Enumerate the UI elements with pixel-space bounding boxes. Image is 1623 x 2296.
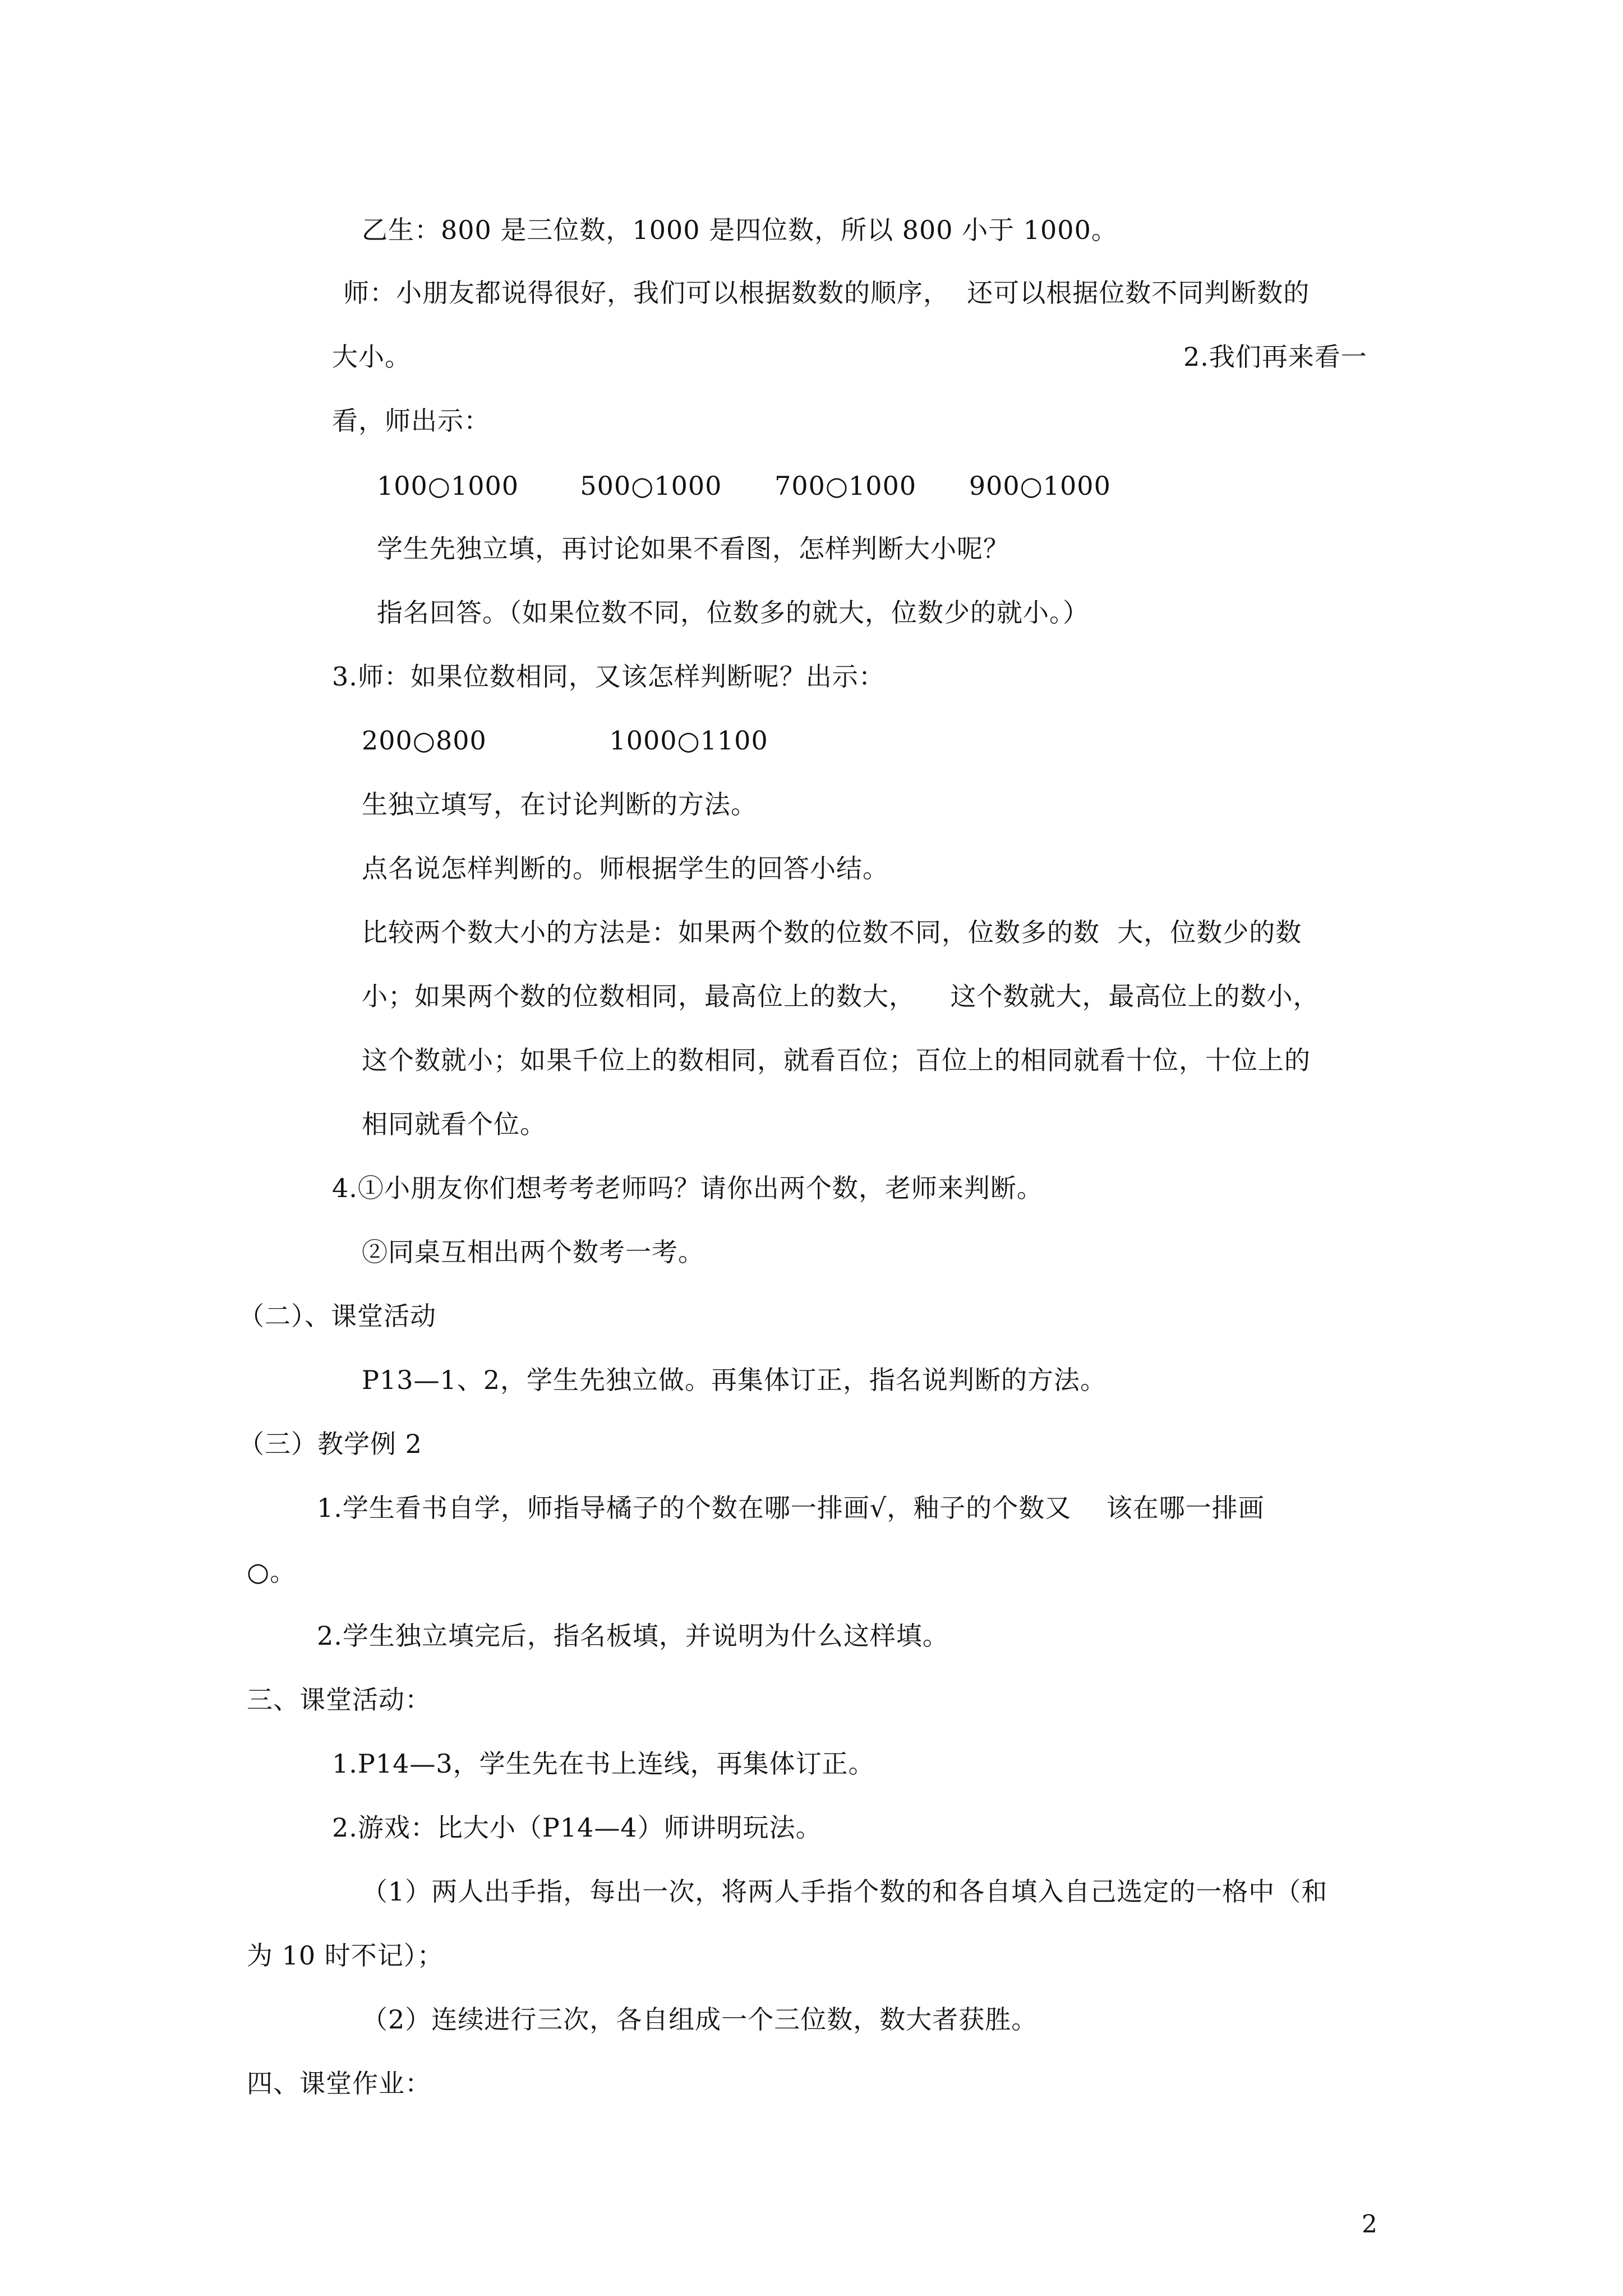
game-rule-1: （1）两人出手指，每出一次，将两人手指个数的和各自填入自己选定的一格中（和 (362, 1876, 1328, 1907)
text-line-9: 3.师：如果位数相同，又该怎样判断呢？出示： (332, 661, 885, 692)
text-line-1: 乙生：800 是三位数，1000 是四位数，所以 800 小于 1000。 (362, 215, 1118, 245)
comparison-examples-1: 100○1000 500○1000 700○1000 900○1000 (377, 471, 1111, 501)
summary-line-1: 比较两个数大小的方法是：如果两个数的位数不同，位数多的数 大，位数少的数 (362, 917, 1302, 947)
page-number: 2 (1362, 2210, 1377, 2239)
section-heading-si: 四、课堂作业： (247, 2068, 431, 2099)
text-line-22: 1.学生看书自学，师指导橘子的个数在哪一排画√，釉子的个数又 该在哪一排画 (317, 1493, 1265, 1523)
text-line-11: 生独立填写，在讨论判断的方法。 (362, 789, 757, 820)
text-line-5: 看，师出示： (332, 406, 490, 436)
text-line-4: 2.我们再来看一 (1183, 342, 1367, 372)
summary-line-2: 小；如果两个数的位数相同，最高位上的数大， 这个数就大，最高位上的数小， (362, 981, 1320, 1011)
text-line-18: ②同桌互相出两个数考一考。 (362, 1237, 704, 1267)
text-line-27: 2.游戏：比大小（P14—4）师讲明玩法。 (332, 1812, 822, 1843)
summary-line-3: 这个数就小；如果千位上的数相同，就看百位；百位上的相同就看十位，十位上的 (362, 1045, 1311, 1075)
game-rule-2: （2）连续进行三次，各自组成一个三位数，数大者获胜。 (362, 2004, 1038, 2035)
text-line-2: 师：小朋友都说得很好，我们可以根据数数的顺序， 还可以根据位数不同判断数的 (343, 278, 1310, 308)
comparison-examples-2: 200○800 1000○1100 (362, 725, 768, 756)
text-line-24: 2.学生独立填完后，指名板填，并说明为什么这样填。 (317, 1621, 949, 1651)
text-line-20: P13—1、2，学生先独立做。再集体订正，指名说判断的方法。 (362, 1365, 1107, 1395)
text-line-17: 4.①小朋友你们想考考老师吗？请你出两个数，老师来判断。 (332, 1173, 1043, 1203)
text-line-26: 1.P14—3，学生先在书上连线，再集体订正。 (332, 1749, 875, 1779)
section-heading-san: 三、课堂活动： (247, 1685, 431, 1715)
game-rule-1-cont: 为 10 时不记）； (247, 1940, 444, 1971)
text-line-7: 学生先独立填，再讨论如果不看图，怎样判断大小呢？ (377, 533, 1009, 564)
summary-line-4: 相同就看个位。 (362, 1109, 546, 1139)
text-line-8: 指名回答。（如果位数不同，位数多的就大，位数少的就小。） (377, 597, 1089, 628)
text-line-12: 点名说怎样判断的。师根据学生的回答小结。 (362, 853, 889, 884)
section-heading-2: （二）、课堂活动 (238, 1301, 436, 1331)
section-heading-3: （三）教学例 2 (238, 1429, 422, 1459)
text-line-23: ○。 (247, 1557, 297, 1587)
text-line-3: 大小。 (332, 342, 411, 372)
